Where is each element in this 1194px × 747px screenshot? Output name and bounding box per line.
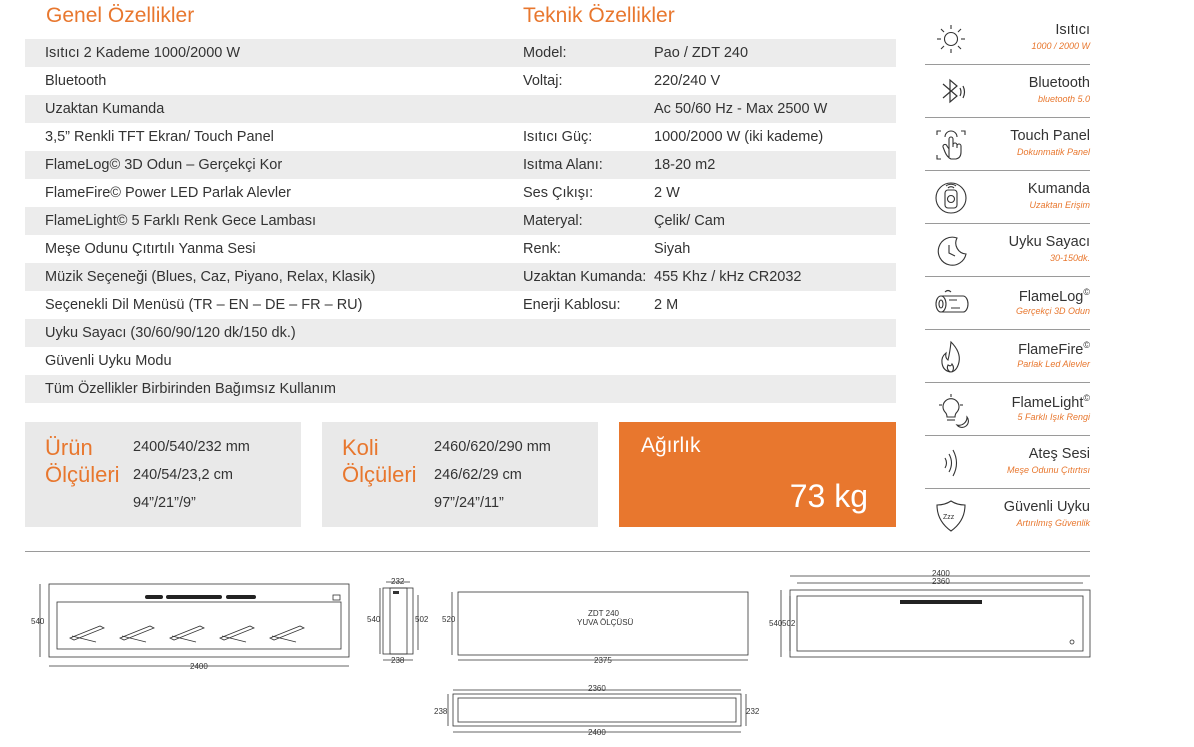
- list-item: Meşe Odunu Çıtırtılı Yanma Sesi: [45, 241, 256, 257]
- dim-label: 502: [415, 615, 429, 624]
- dim-label: 520: [442, 615, 456, 624]
- niche-view: [442, 592, 748, 665]
- spec-key: Renk:: [523, 241, 561, 257]
- spec-value: Siyah: [654, 241, 691, 257]
- product-dimensions-box: [25, 422, 301, 527]
- spec-key: Isıtıcı Güç:: [523, 129, 593, 145]
- spec-key: Ses Çıkışı:: [523, 185, 594, 201]
- dim-label: 238: [391, 656, 405, 665]
- feature-subtitle: Parlak Led Alevler: [1017, 359, 1090, 369]
- box-dimensions-box: [322, 422, 598, 527]
- dim-label: 2360: [588, 684, 606, 693]
- light-icon: [931, 392, 971, 428]
- remote-icon: [931, 180, 971, 216]
- feature-subtitle: 30-150dk.: [1049, 253, 1090, 263]
- spec-value: 1000/2000 W (iki kademe): [654, 129, 824, 145]
- top-view: [434, 684, 760, 737]
- spec-key: Isıtma Alanı:: [523, 157, 603, 173]
- feature-bluetooth: [925, 65, 1090, 118]
- sun-icon: [931, 21, 971, 57]
- svg-text:Zzz: Zzz: [943, 514, 955, 521]
- list-item: Güvenli Uyku Modu: [45, 353, 172, 369]
- feature-flamefire: [925, 330, 1090, 383]
- dim-label: 2375: [594, 656, 612, 665]
- dim-label: 232: [746, 707, 760, 716]
- dim-label: 238: [434, 707, 448, 716]
- list-item: Tüm Özellikler Birbirinden Bağımsız Kullanım: [25, 375, 505, 403]
- spec-value: Pao / ZDT 240: [654, 45, 749, 61]
- weight-value: 73 kg: [789, 478, 868, 514]
- feature-icons-list: [925, 12, 1090, 542]
- feature-fire-sound: [925, 436, 1090, 489]
- list-item: FlameFire© Power LED Parlak Alevler: [45, 185, 291, 201]
- feature-title: Güvenli Uyku: [1003, 499, 1090, 515]
- spec-value: 220/240 V: [654, 73, 721, 89]
- table-row: [504, 151, 896, 179]
- spec-key: Materyal:: [523, 213, 583, 229]
- feature-flamelog: [925, 277, 1090, 330]
- spec-value: 2 W: [654, 185, 680, 201]
- technical-drawing: [0, 560, 1194, 747]
- bluetooth-icon: [931, 74, 971, 110]
- flame-icon: [931, 339, 971, 375]
- section-divider: [25, 551, 1090, 552]
- list-item: Uyku Sayacı (30/60/90/120 dk/150 dk.): [25, 319, 505, 347]
- spec-value: 2 M: [654, 297, 679, 313]
- list-item: Uzaktan Kumanda: [25, 95, 505, 123]
- feature-title: Bluetooth: [1028, 75, 1090, 91]
- weight-label: Ağırlık: [641, 434, 701, 457]
- dim-label: 2400: [190, 662, 208, 671]
- table-row: [504, 347, 896, 375]
- technical-features-table: [504, 39, 896, 403]
- feature-title: Uyku Sayacı: [1008, 234, 1090, 250]
- general-features-title: Genel Özellikler: [46, 4, 195, 27]
- product-dimensions-values: 2400/540/232 mm 240/54/23,2 cm 94”/21”/9”: [133, 439, 250, 511]
- spec-key: [504, 95, 654, 123]
- feature-flamelight: [925, 383, 1090, 436]
- feature-subtitle: Meşe Odunu Çıtırtısı: [1006, 465, 1090, 475]
- shield-sleep-icon: [931, 498, 971, 534]
- feature-subtitle: 5 Farklı Işık Rengi: [1017, 412, 1090, 422]
- log-icon: [931, 286, 971, 322]
- feature-heater: [925, 12, 1090, 65]
- dim-label: 540: [367, 615, 381, 624]
- feature-title: FlameFire©: [1018, 340, 1090, 358]
- table-row: [504, 95, 896, 123]
- table-row: [504, 67, 896, 95]
- spec-key: Uzaktan Kumanda:: [523, 269, 647, 285]
- spec-key: Enerji Kablosu:: [523, 297, 621, 313]
- dim-label: 540: [769, 619, 783, 628]
- front-view: [31, 584, 349, 671]
- table-row: [504, 263, 896, 291]
- product-dimensions-label: Ürün Ölçüleri: [45, 435, 120, 487]
- sound-icon: [931, 445, 971, 481]
- dim-label: 2360: [932, 577, 950, 586]
- feature-title: Isıtıcı: [1055, 22, 1090, 38]
- spec-value: Çelik/ Cam: [654, 213, 725, 229]
- niche-title: ZDT 240: [588, 609, 619, 618]
- table-row: [504, 319, 896, 347]
- list-item: Bluetooth: [45, 73, 107, 89]
- list-item: Seçenekli Dil Menüsü (TR – EN – DE – FR – RU): [45, 297, 363, 313]
- feature-remote: [925, 171, 1090, 224]
- dim-label: 540: [31, 617, 45, 626]
- feature-title: Touch Panel: [1010, 128, 1090, 144]
- back-view: [769, 569, 1090, 657]
- table-row: [504, 179, 896, 207]
- technical-features-title: Teknik Özellikler: [523, 4, 675, 27]
- feature-subtitle: 1000 / 2000 W: [1031, 41, 1090, 51]
- spec-value: 455 Khz / kHz CR2032: [654, 269, 802, 285]
- feature-touch-panel: [925, 118, 1090, 171]
- dim-label: 502: [782, 619, 796, 628]
- dim-label: 232: [391, 577, 405, 586]
- dim-label: 2400: [588, 728, 606, 737]
- niche-caption: YUVA ÖLÇÜSÜ: [577, 618, 634, 627]
- spec-key: Model:: [523, 45, 567, 61]
- side-view: [367, 577, 429, 665]
- feature-title: FlameLight©: [1011, 393, 1090, 411]
- feature-title: Ateş Sesi: [1028, 446, 1090, 462]
- feature-subtitle: Gerçekçi 3D Odun: [1015, 306, 1090, 316]
- spec-value: 18-20 m2: [654, 157, 716, 173]
- list-item: Isıtıcı 2 Kademe 1000/2000 W: [25, 39, 505, 67]
- feature-subtitle: bluetooth 5.0: [1037, 94, 1090, 104]
- table-row: [504, 291, 896, 319]
- list-item: FlameLog© 3D Odun – Gerçekçi Kor: [25, 151, 505, 179]
- feature-title: FlameLog©: [1018, 287, 1090, 305]
- feature-sleep-timer: [925, 224, 1090, 277]
- sleep-timer-icon: [931, 233, 971, 269]
- box-dimensions-values: 2460/620/290 mm 246/62/29 cm 97”/24”/11”: [434, 439, 551, 511]
- feature-subtitle: Dokunmatik Panel: [1016, 147, 1090, 157]
- list-item: FlameLight© 5 Farklı Renk Gece Lambası: [25, 207, 505, 235]
- spec-key: Voltaj:: [523, 73, 563, 89]
- feature-safe-sleep: [925, 489, 1090, 542]
- general-features-list: [25, 39, 505, 403]
- weight-box: [619, 422, 896, 527]
- touch-icon: [931, 127, 971, 163]
- table-row: [504, 39, 896, 67]
- feature-subtitle: Artırılmış Güvenlik: [1016, 518, 1090, 528]
- list-item: Müzik Seçeneği (Blues, Caz, Piyano, Relax, Klasik): [25, 263, 505, 291]
- box-dimensions-label: Koli Ölçüleri: [342, 435, 417, 487]
- dim-label: 2400: [932, 569, 950, 578]
- table-row: [504, 207, 896, 235]
- table-row: [504, 375, 896, 403]
- list-item: 3,5” Renkli TFT Ekran/ Touch Panel: [45, 129, 274, 145]
- feature-subtitle: Uzaktan Erişim: [1029, 200, 1090, 210]
- table-row: [504, 235, 896, 263]
- spec-value: Ac 50/60 Hz - Max 2500 W: [654, 101, 828, 117]
- table-row: [504, 123, 896, 151]
- feature-title: Kumanda: [1027, 181, 1090, 197]
